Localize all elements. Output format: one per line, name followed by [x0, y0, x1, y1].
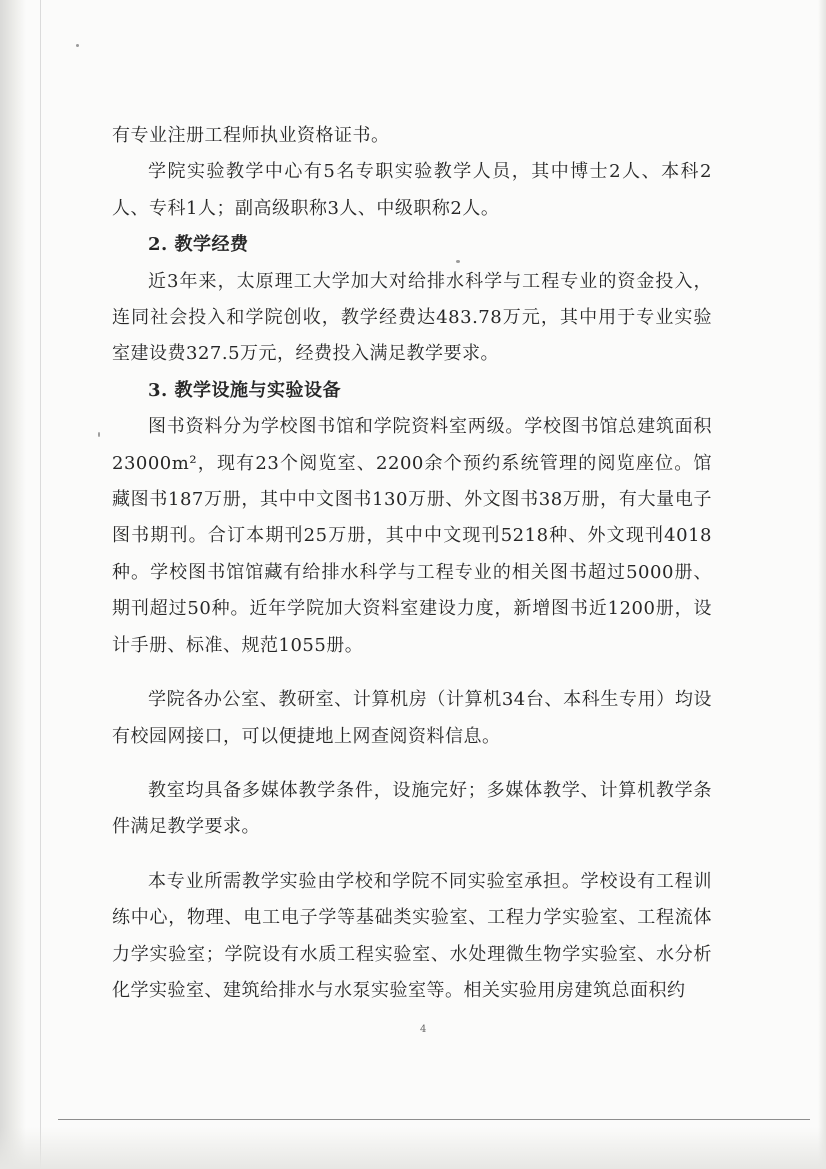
page-number: 4	[420, 1024, 427, 1035]
section-heading: 3. 教学设施与实验设备	[148, 379, 342, 401]
scan-bottom-rule	[58, 1119, 810, 1120]
section-heading: 2. 教学经费	[148, 234, 249, 256]
scan-shadow-left	[0, 0, 26, 1169]
paragraph-gap	[112, 664, 712, 682]
paragraph: 教室均具备多媒体教学条件，设施完好；多媒体教学、计算机教学条件满足教学要求。	[112, 779, 712, 838]
paragraph: 近3年来，太原理工大学加大对给排水科学与工程专业的资金投入，连同社会投入和学院创收，教学经费达483.78万元，其中用于专业实验室建设费327.5万元，经费投入满足教学要求。	[112, 270, 712, 365]
scan-bottom-band	[0, 1127, 826, 1169]
document-body	[112, 118, 712, 1009]
paragraph-gap	[112, 755, 712, 773]
scan-shadow-right	[818, 0, 826, 1169]
paragraph: 图书资料分为学校图书馆和学院资料室两级。学校图书馆总建筑面积23000m²，现有23个阅览室、2200余个预约系统管理的阅览座位。馆藏图书187万册，其中中文图书130万册、外文图书38万册，有大量电子图书期刊。合订本期刊25万册，其中中文现刊5218种、外文现刊4018种。学校图书馆馆藏有给排水科学与工程专业的相关图书超过5000册、期刊超过50种。近年学院加大资料室建设力度，新增图书近1200册，设计手册、标准、规范1055册。	[112, 416, 712, 656]
paragraph: 有专业注册工程师执业资格证书。	[112, 125, 390, 146]
paragraph: 学院各办公室、教研室、计算机房（计算机34台、本科生专用）均设有校园网接口，可以便捷地上网查阅资料信息。	[112, 689, 712, 747]
paragraph: 本专业所需教学实验由学校和学院不同实验室承担。学校设有工程训练中心，物理、电工电子学等基础类实验室、工程力学实验室、工程流体力学实验室；学院设有水质工程实验室、水处理微生物学实验室、水分析化学实验室、建筑给排水与水泵实验室等。相关实验用房建筑总面积约	[112, 870, 712, 1001]
scan-speck	[98, 432, 100, 437]
paragraph-gap	[112, 846, 712, 864]
scan-speck	[76, 44, 79, 47]
paragraph: 学院实验教学中心有5名专职实验教学人员，其中博士2人、本科2人、专科1人；副高级职称3人、中级职称2人。	[112, 161, 712, 219]
scan-edge-line	[40, 0, 41, 1169]
